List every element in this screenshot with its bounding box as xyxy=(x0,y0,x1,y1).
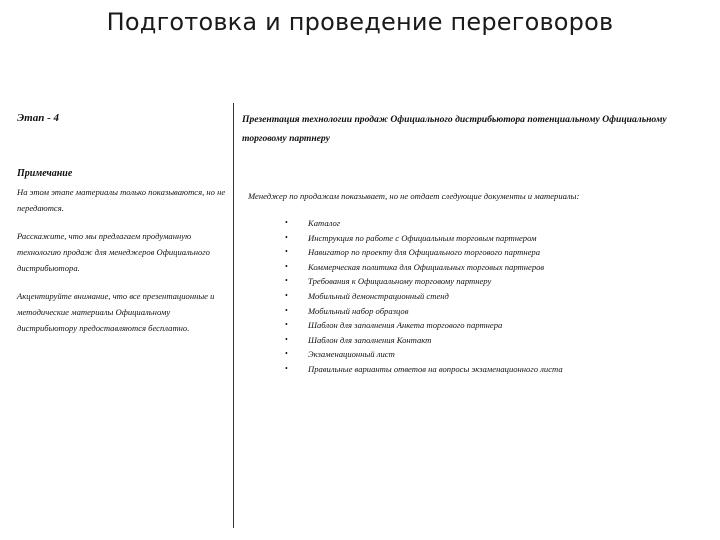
list-item xyxy=(242,289,702,304)
bullet-icon: • xyxy=(285,261,288,271)
materials-intro: Менеджер по продажам показывает, но не отдает следующие документы и материалы: xyxy=(248,191,580,201)
bullet-icon: • xyxy=(285,363,288,373)
list-item-label: Коммерческая политика для Официальных торговых партнеров xyxy=(308,261,545,272)
list-item xyxy=(242,274,702,289)
list-item-label: Шаблон для заполнения Анкета торгового партнера xyxy=(308,320,503,331)
list-item-label: Экзаменационный лист xyxy=(308,349,395,360)
note-heading: Примечание xyxy=(17,168,73,179)
list-item xyxy=(242,304,702,319)
bullet-icon: • xyxy=(285,276,288,286)
bullet-icon: • xyxy=(285,334,288,344)
slide-title: Подготовка и проведение переговоров xyxy=(106,8,614,36)
presentation-title: Презентация технологии продаж Официального дистрибьютора потенциальному Официальному торговому партнеру xyxy=(242,114,667,144)
list-item xyxy=(242,318,702,333)
list-item-label: Шаблон для заполнения Контакт xyxy=(308,334,432,345)
list-item xyxy=(242,260,702,275)
note-paragraph: Акцентируйте внимание, что все презентационные и методические материалы Официальному дистрибьютору предоставляются бесплатно. xyxy=(17,291,215,333)
list-item-label: Правильные варианты ответов на вопросы экзаменационного листа xyxy=(308,363,563,374)
stage-label: Этап - 4 xyxy=(17,112,59,124)
list-item-label: Мобильный набор образцов xyxy=(308,305,409,316)
left-column xyxy=(17,110,227,348)
bullet-icon: • xyxy=(285,305,288,315)
materials-list xyxy=(242,216,702,377)
list-item xyxy=(242,245,702,260)
bullet-icon: • xyxy=(285,232,288,242)
list-item xyxy=(242,362,702,377)
right-column xyxy=(242,110,702,377)
list-item-label: Каталог xyxy=(308,218,341,228)
list-item xyxy=(242,347,702,362)
column-divider xyxy=(233,103,234,528)
bullet-icon: • xyxy=(285,349,288,359)
bullet-icon: • xyxy=(285,320,288,330)
list-item xyxy=(242,231,702,246)
list-item-label: Навигатор по проекту для Официального торгового партнера xyxy=(308,247,541,258)
list-item-label: Мобильный демонстрационный стенд xyxy=(308,290,449,301)
note-paragraph: На этом этапе материалы только показываются, но не передаются. xyxy=(17,187,226,213)
list-item xyxy=(242,333,702,348)
list-item-label: Инструкция по работе с Официальным торговым партнером xyxy=(308,232,537,243)
note-paragraph: Расскажите, что мы предлагаем продуманную технологию продаж для менеджеров Официального дистрибьютора. xyxy=(17,231,210,273)
bullet-icon: • xyxy=(285,290,288,300)
bullet-icon: • xyxy=(285,218,288,227)
list-item-label: Требования к Официальному торговому партнеру xyxy=(308,276,492,287)
list-item xyxy=(242,216,702,231)
bullet-icon: • xyxy=(285,247,288,257)
